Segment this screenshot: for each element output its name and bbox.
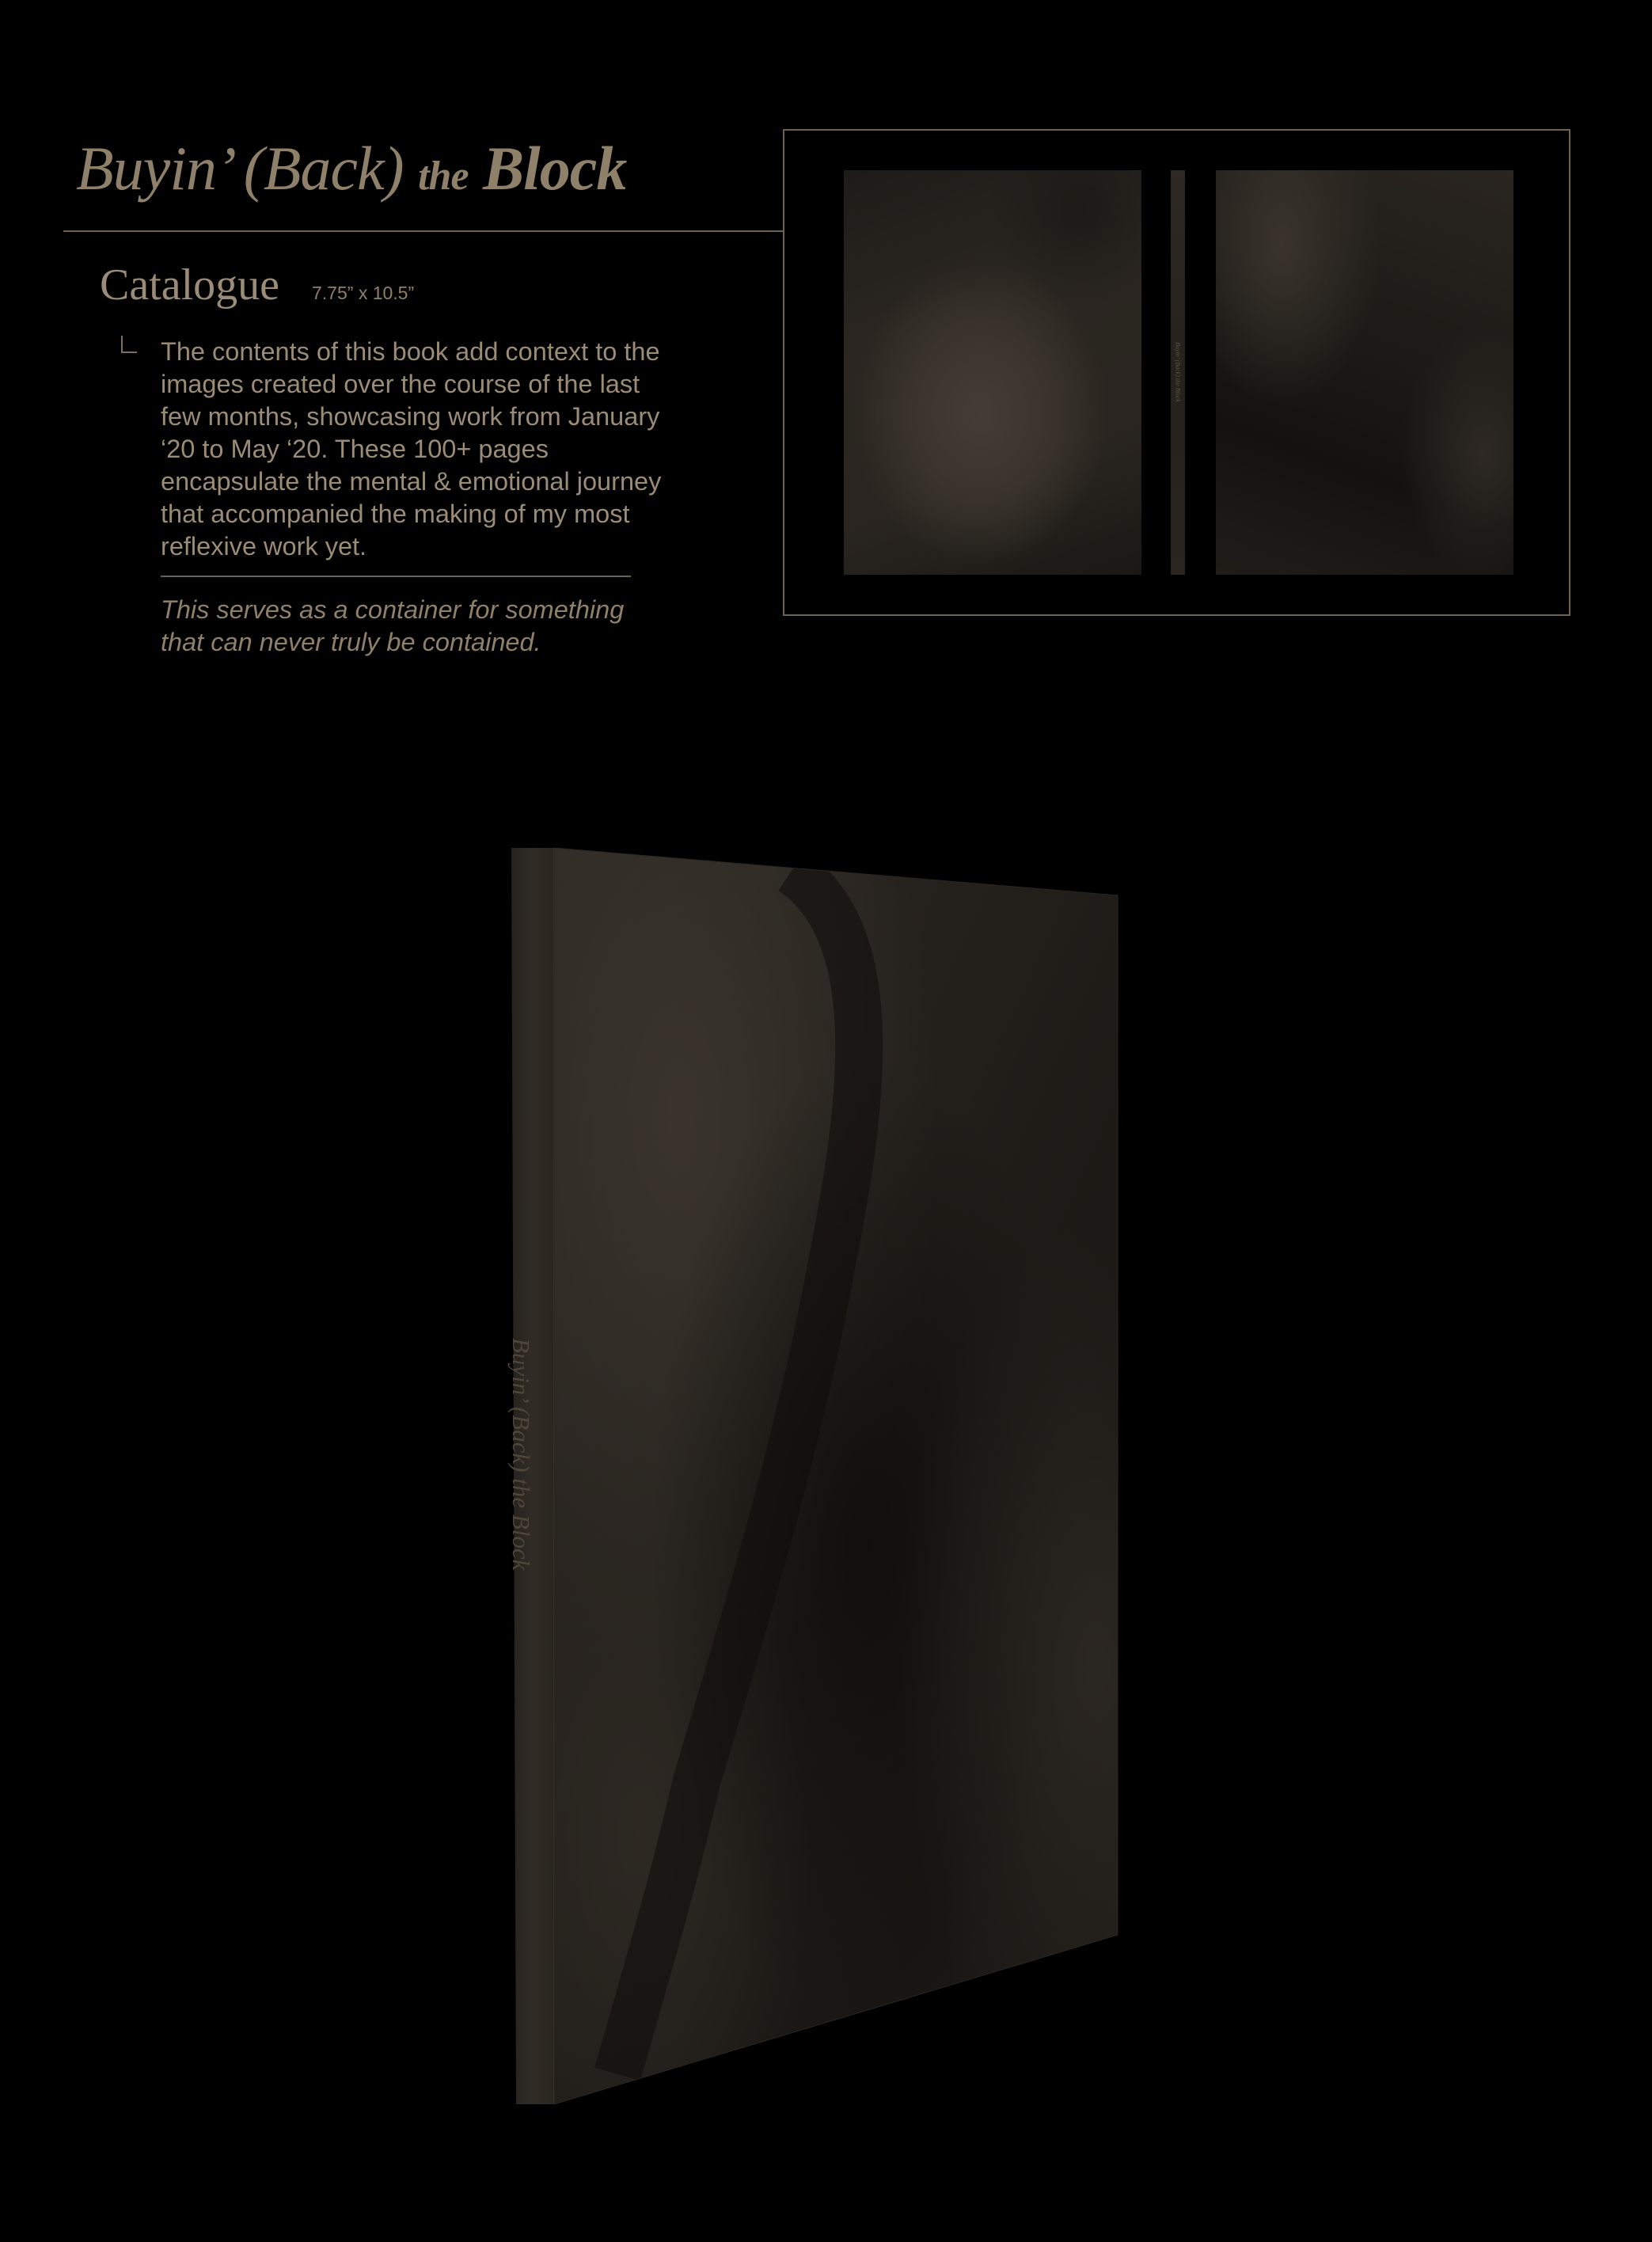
catalogue-heading: Catalogue (100, 260, 280, 310)
book-spine-label: Buyin’ (Back) the Block (507, 1338, 535, 1571)
title-the: the (418, 154, 469, 199)
spread-spine-label: Buyin’ (Back) the Block (1174, 342, 1182, 402)
book-front-cover (554, 839, 1124, 2114)
catalogue-dimensions: 7.75” x 10.5” (312, 283, 415, 303)
catalogue-quote: This serves as a container for something that can never truly be contained. (161, 595, 625, 656)
catalogue-description: The contents of this book add context to the images created over the course of the last few months, showcasing work from January ‘20 to May ‘20. These 100+ pages encapsulate the mental & emotional journey that accompanied the making of my most reflexive work yet. (161, 337, 662, 560)
title-main: Buyin’ (Back) (76, 134, 404, 203)
title-block: Block (483, 134, 627, 203)
